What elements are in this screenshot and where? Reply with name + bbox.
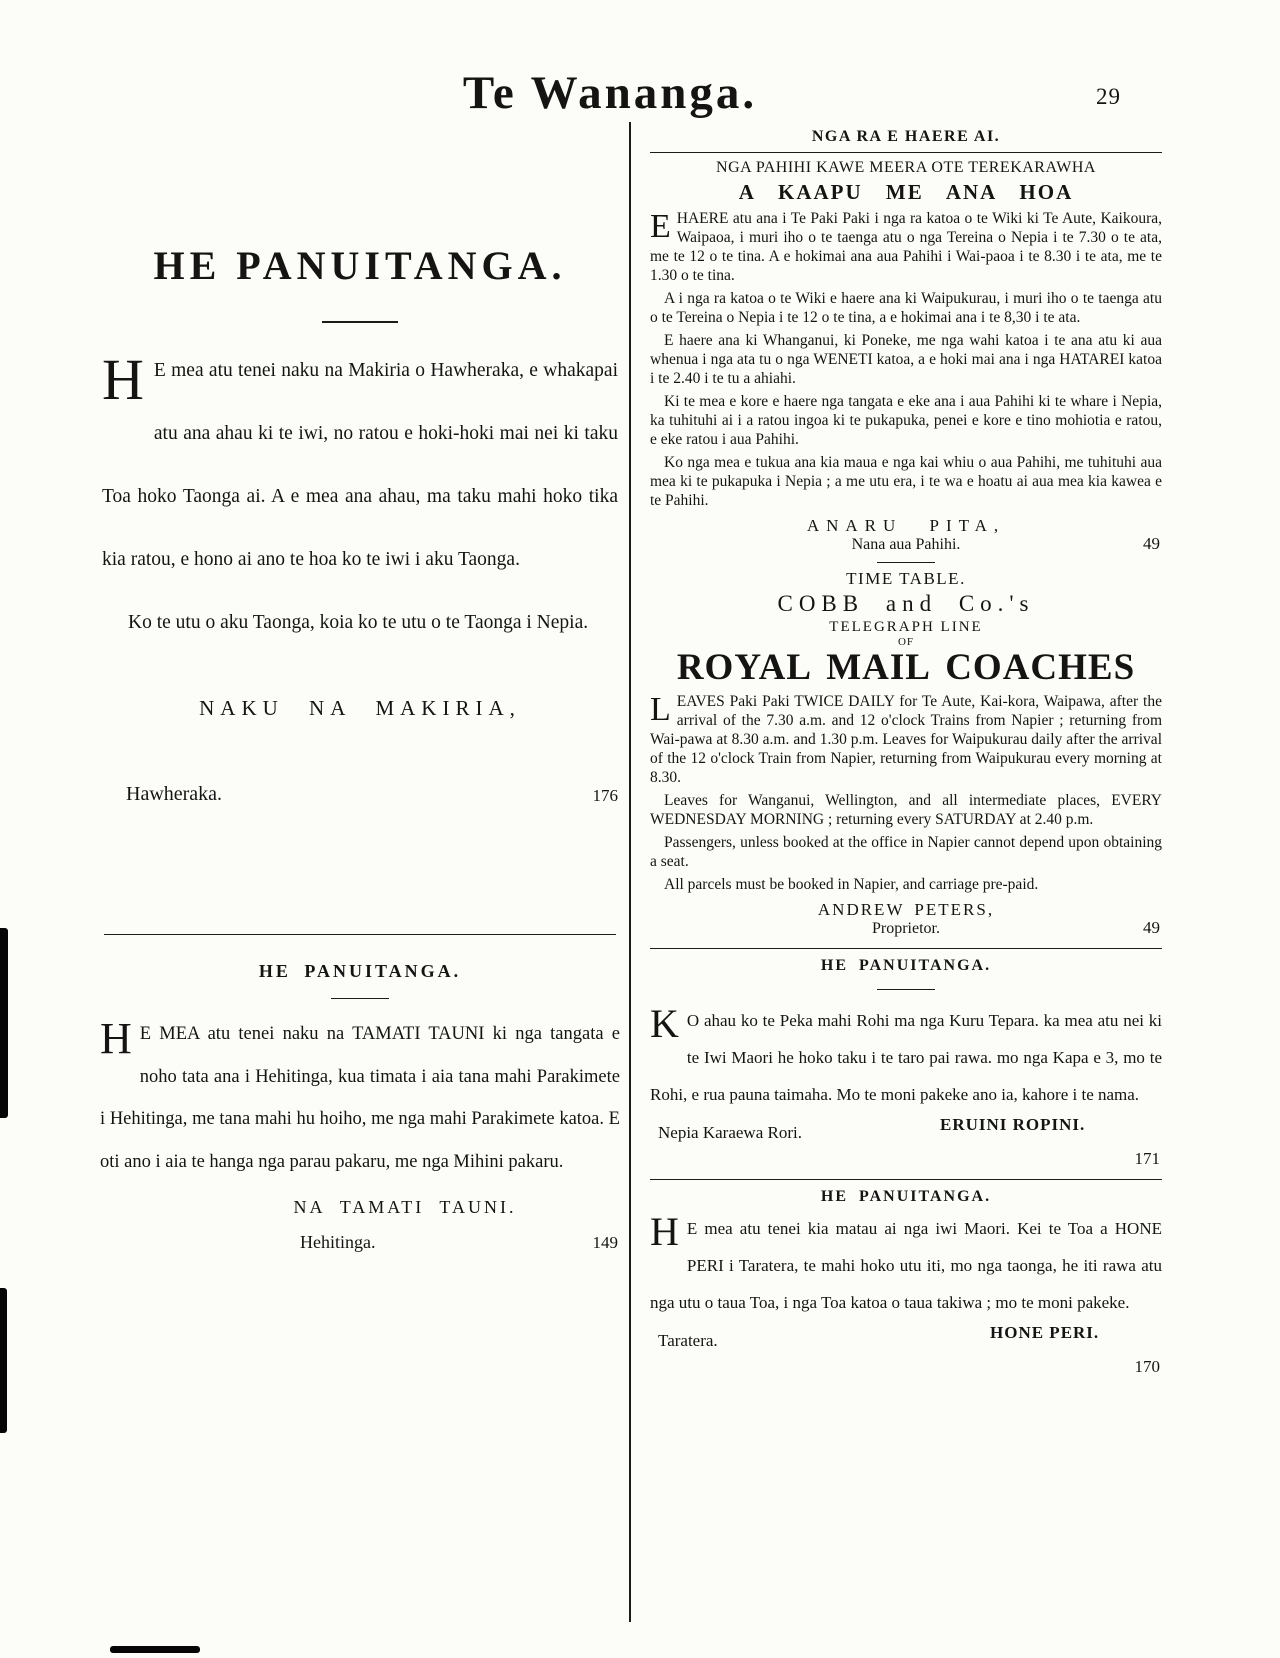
notice4-signature: HONE PERI. <box>990 1323 1100 1342</box>
timetable-para-1-text: EAVES Paki Paki TWICE DAILY for Te Aute, Kai-kora, Waipawa, after the arrival of the 7.30 a.m. and 12 o'clock Trains from Napier ; returning from Wai-pawa at 8.30 a.m. and 1.30 p.m. Leaves for Waipukurau daily after the arrival of the 12 o'clock Train from Napier, returning from Waipukurau every morning at 8.30. <box>650 693 1162 786</box>
column-divider-rule <box>629 122 631 1622</box>
scan-artifact <box>110 1646 200 1653</box>
coach-notice-title: A KAAPU ME ANA HOA <box>738 180 1074 204</box>
timetable-drop-cap: L <box>650 691 671 728</box>
notice3-drop-cap: K <box>650 1001 679 1046</box>
timetable-top-rule <box>877 562 935 563</box>
notice3-signature: ERUINI ROPINI. <box>940 1115 1086 1134</box>
timetable-para-2: Leaves for Wanganui, Wellington, and all intermediate places, EVERY WEDNESDAY MORNING ; returning every SATURDAY at 2.40 p.m. <box>650 792 1162 828</box>
right-section-rule-1 <box>650 948 1162 949</box>
notice2-paragraph-text: E MEA atu tenei naku na TAMATI TAUNI ki nga tangata e noho tata ana i Hehitinga, kua timata i aia tana mahi Parakimete i Hehitinga, me tana mahi hu hoiho, me nga mahi Parakimete katoa. E oti ano i aia te hanga nga parau pakaru, me nga Mihini pakaru. <box>100 1024 620 1172</box>
notice1-ref-number: 176 <box>592 786 618 805</box>
coach-signature: ANARU PITA, <box>806 516 1006 535</box>
timetable-heading: TIME TABLE. <box>846 569 966 588</box>
notice1-drop-cap: H <box>102 347 144 412</box>
timetable-ref-number: 49 <box>1143 918 1160 937</box>
notice4-ref-row <box>650 1355 1162 1377</box>
notice4-signature-row <box>650 1323 1162 1349</box>
coach-para-1-text: HAERE atu ana i Te Paki Paki i nga ra katoa o te Wiki ki Te Aute, Kaikoura, Waipaoa, i muri iho o te taenga atu o nga Tereina o Nepia i te 7.30 o te ata, me te 12 o te tina. A e hokimai ana aua Pahihi i Wai-paoa i te 8.30 i te ata, me te 1.30 o te tina. <box>650 210 1162 284</box>
notice1-paragraph <box>102 339 618 591</box>
notice2-ref-number: 149 <box>592 1233 618 1252</box>
coach-signature-sub: Nana aua Pahihi. <box>851 536 961 553</box>
timetable-signature: ANDREW PETERS, <box>817 900 995 919</box>
notice1-place: Hawheraka. <box>126 783 223 805</box>
notice2-paragraph <box>100 1013 620 1183</box>
coach-para-5: Ko nga mea e tukua ana kia maua e nga kai whiu o aua Pahihi, me tuhituhi aua mea ki te pukapuka i Nepia ; a me utu era, i te wa e hoatu ai aua mea kia kawea e te Pahihi. <box>650 454 1162 509</box>
timetable-signature-sub-row <box>650 920 1162 938</box>
coach-drop-cap: E <box>650 208 671 245</box>
notice2-signature: NA TAMATI TAUNI. <box>293 1197 517 1217</box>
scan-artifact <box>0 928 8 1118</box>
notice3-signature-row <box>650 1115 1162 1141</box>
notice4-drop-cap: H <box>650 1209 679 1254</box>
timetable-para-3: Passengers, unless booked at the office in Napier cannot depend upon obtaining a seat. <box>650 834 1162 870</box>
notice3-place: Nepia Karaewa Rori. <box>658 1123 802 1142</box>
coach-signature-sub-row <box>650 536 1162 554</box>
notice4-paragraph-text: E mea atu tenei kia matau ai nga iwi Maori. Kei te Toa a HONE PERI i Taratera, te mahi hoko utu iti, mo nga taonga, he iti rawa atu nga utu o taua Toa, i nga Toa katoa o taua takiwa ; mo te moni pakeke. <box>650 1219 1162 1312</box>
coach-notice-heading-rule <box>650 152 1162 153</box>
coach-ref-number: 49 <box>1143 534 1160 553</box>
timetable-line1: TELEGRAPH LINE <box>829 619 983 635</box>
coach-para-3: E haere ana ki Whanganui, ki Poneke, me nga wahi katoa i te ana atu ki aua whenua i nga ata tu o nga WENETI katoa, a e hoki mai ana i nga HATAREI katoa i te 2.40 i te tu a ahiahi. <box>650 332 1162 387</box>
notice3-ref-number: 171 <box>1134 1149 1160 1168</box>
notice2-title: HE PANUITANGA. <box>258 961 462 981</box>
timetable-company: COBB and Co.'s <box>777 591 1035 616</box>
notice1-title: HE PANUITANGA. <box>153 243 567 288</box>
newspaper-masthead: Te Wananga. <box>462 67 758 119</box>
coach-notice-subheading: NGA PAHIHI KAWE MEERA OTE TEREKARAWHA <box>716 159 1096 176</box>
page-number: 29 <box>1096 84 1121 109</box>
notice3-ref-row <box>650 1147 1162 1169</box>
coach-para-4: Ki te mea e kore e haere nga tangata e eke ana i aua Pahihi ki te whare i Nepia, ka tuhituhi ai i a ratou ingoa ki te pukapuka, penei e kore e tino mohiotia e ratou, e eke ratou i aua Pahihi. <box>650 393 1162 448</box>
notice2-drop-cap: H <box>100 1014 132 1063</box>
notice3-title-rule <box>877 989 935 990</box>
notice2-place-row <box>100 1232 620 1253</box>
notice2-place: Hehitinga. <box>300 1232 376 1252</box>
notice1-signature: NAKU NA MAKIRIA, <box>199 696 521 720</box>
coach-para-1 <box>650 209 1162 285</box>
notice1-paragraph2: Ko te utu o aku Taonga, koia ko te utu o te Taonga i Nepia. <box>128 612 589 633</box>
coach-para-2: A i nga ra katoa o te Wiki e haere ana ki Waipukurau, i muri iho o te taenga atu o te Tereina o Nepia i te 12 o te tina, a e hokimai ana i te 8,30 i te ata. <box>650 290 1162 326</box>
right-column <box>650 124 1162 1377</box>
left-column <box>96 130 624 1253</box>
notice4-title: HE PANUITANGA. <box>820 1188 992 1205</box>
notice1-paragraph-text: E mea atu tenei naku na Makiria o Hawheraka, e whakapai atu ana ahau ki te iwi, no ratou e hoki-hoki mai nei ki taku Toa hoko Taonga ai. A e mea ana ahau, ma taku mahi hoko tika kia ratou, e hono ai ano te hoa ko te iwi i aku Taonga. <box>102 360 618 570</box>
timetable-signature-sub: Proprietor. <box>872 920 940 937</box>
notice3-paragraph <box>650 1002 1162 1113</box>
notice4-place: Taratera. <box>658 1331 718 1350</box>
timetable-title: ROYAL MAIL COACHES <box>676 647 1136 688</box>
notice2-title-rule <box>331 998 389 999</box>
notice3-paragraph-text: O ahau ko te Peka mahi Rohi ma nga Kuru Tepara. ka mea atu nei ki te Iwi Maori he hoko taku i te taro pai rawa. mo nga Kapa e 3, mo te Rohi, e rua pauna taimaha. Mo te moni pakeke ano ia, kahore i te nama. <box>650 1011 1162 1104</box>
notice1-place-row <box>100 783 620 806</box>
scan-artifact <box>0 1288 7 1433</box>
notice1-title-rule <box>322 321 398 323</box>
timetable-para-4: All parcels must be booked in Napier, and carriage pre-paid. <box>664 876 1039 893</box>
coach-notice-heading: NGA RA E HAERE AI. <box>811 128 1001 145</box>
timetable-of: OF <box>897 636 915 648</box>
right-section-rule-2 <box>650 1179 1162 1180</box>
notice4-paragraph <box>650 1210 1162 1321</box>
notice3-title: HE PANUITANGA. <box>820 957 992 974</box>
timetable-para-1 <box>650 692 1162 787</box>
left-section-rule <box>104 934 616 935</box>
notice4-ref-number: 170 <box>1134 1357 1160 1376</box>
